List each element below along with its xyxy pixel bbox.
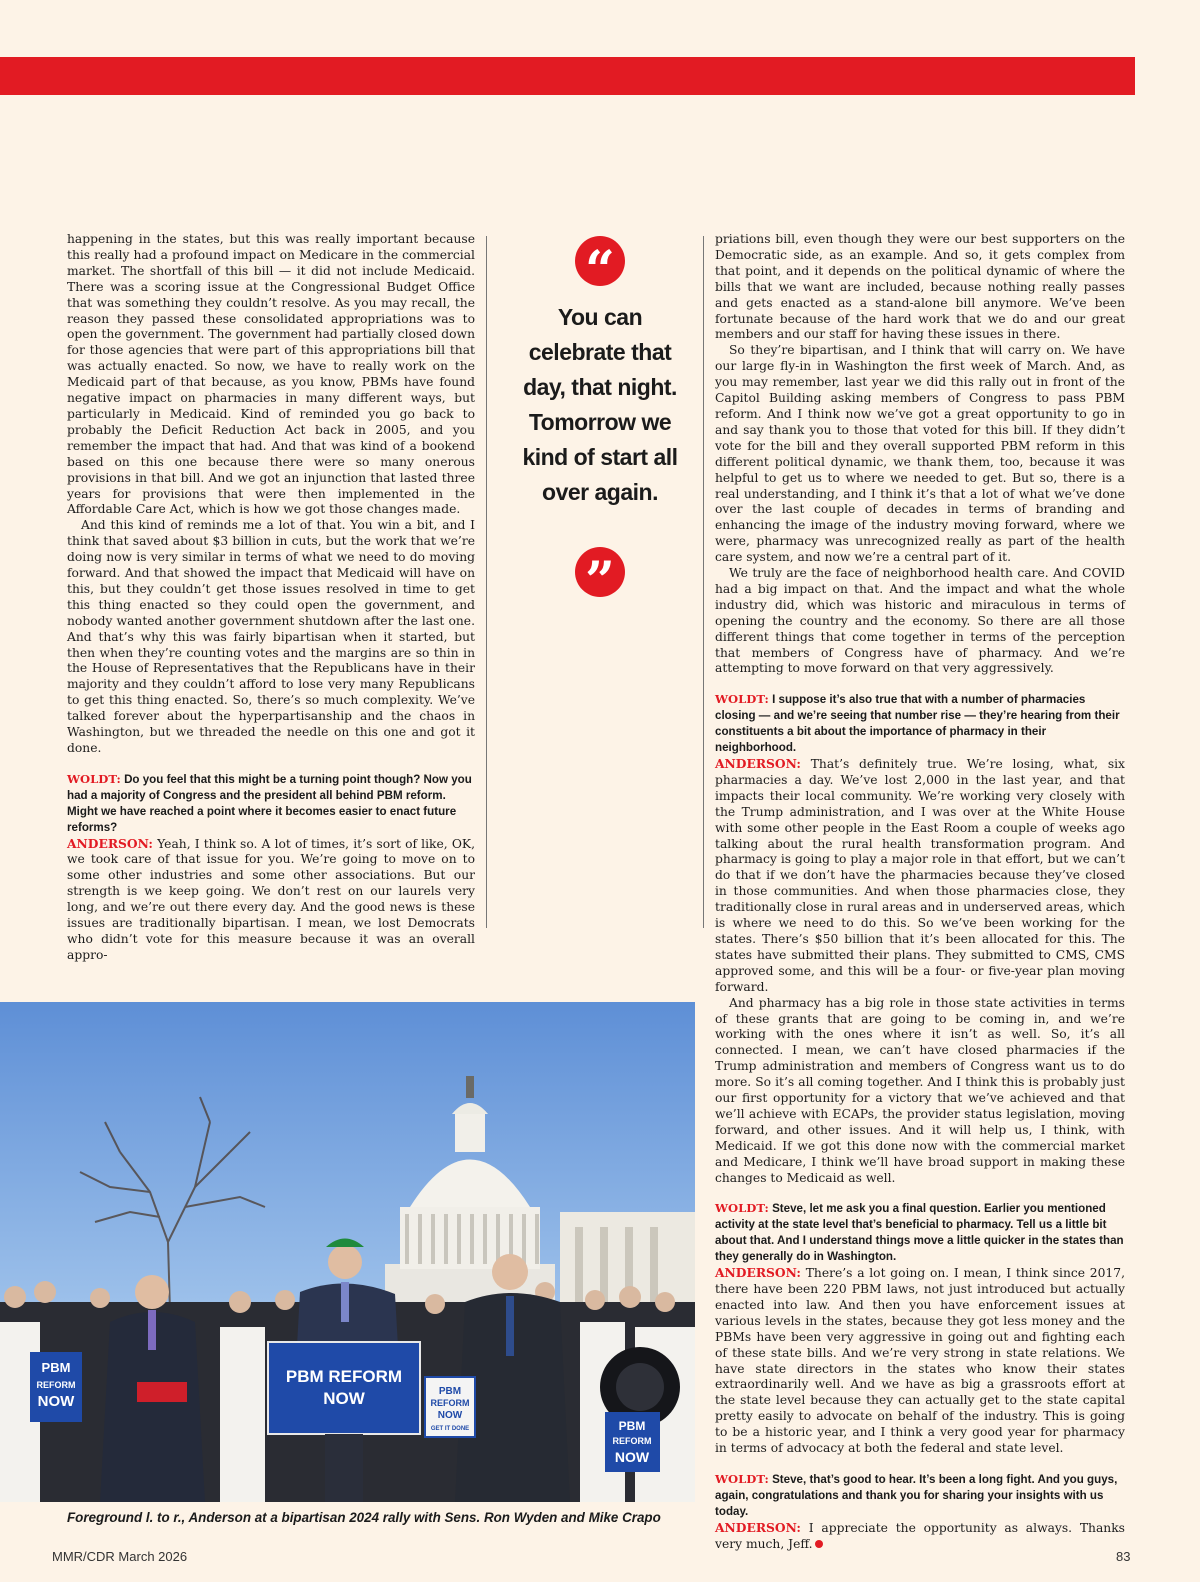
speaker-anderson: ANDERSON:: [715, 1519, 801, 1535]
rally-photo: [0, 1002, 695, 1502]
left-sign-line-2: REFORM: [36, 1380, 76, 1390]
right-sign-line-3: NOW: [614, 1449, 650, 1465]
body-paragraph: happening in the states, but this was really important because this really had a profound impact on Medicare in the commercial market. The shortfall of this bill — it did not include Medicaid. There was a scoring issue at the Congressional Budget Office that was something they couldn’t resolve. As you may recall, the reason they passed these consolidated appropriations was to open the government. The government had partially closed down for those agencies that were part of this appropriations bill that was actually enacted. So now, we have to really work on the Medicaid part of that because, as you know, PBMs have found negative impact on pharmacies in many different ways, but particularly in Medicaid. Kind of reminded you go back to probably the Deficit Reduction Act back in 2005, and you remember the impact that had. And that was kind of a bookend based on this one because there were so many onerous provisions in that bill. And we got an injunction that lasted three years for provisions that were then implemented in the Affordable Care Act, which is how we got those changes made.: [67, 232, 476, 517]
right-sign: [605, 1412, 660, 1472]
podium-sign-line-2: NOW: [323, 1389, 365, 1408]
question-text: Steve, let me ask you a final question. Earlier you mentioned activity at the state level that’s beneficial to pharmacy. Tell us a little bit about that. And I understand things move a little quicker in the states than they generally do in Washington.: [715, 1202, 1124, 1264]
publication-footer: MMR/CDR March 2026: [52, 1549, 188, 1564]
speaker-anderson: ANDERSON:: [715, 1265, 801, 1281]
interview-answer: [67, 836, 475, 964]
speaker-woldt: WOLDT:: [715, 1201, 769, 1216]
end-mark-icon: [815, 1540, 823, 1548]
right-sign-line-1: PBM: [618, 1419, 646, 1433]
center-sign-line-3: NOW: [437, 1410, 463, 1421]
question-text: Do you feel that this might be a turning point though? Now you had a majority of Congress and the president all behind PBM reform. Might we have reached a point where it becomes easier to enact future reforms?: [67, 772, 472, 834]
right-sign-line-2: REFORM: [612, 1436, 652, 1446]
center-sign-line-2: REFORM: [430, 1398, 470, 1408]
close-quote-icon: ”: [575, 547, 625, 597]
left-sign-line-1: PBM: [41, 1360, 71, 1375]
interview-answer: [715, 756, 1125, 996]
open-quote-icon: “: [575, 236, 625, 286]
column-rule-right: [703, 236, 704, 928]
center-sign: [425, 1377, 475, 1437]
speaker-anderson: ANDERSON:: [67, 835, 153, 851]
podium-sign-line-1: PBM REFORM: [285, 1367, 403, 1386]
interview-question: [715, 1472, 1125, 1520]
speaker-woldt: WOLDT:: [715, 1471, 769, 1486]
pull-quote: You can celebrate that day, that night. Tomorrow we kind of start all over again.: [522, 304, 678, 505]
left-sign: [30, 1352, 82, 1422]
answer-text: That’s definitely true. We’re losing, what, six pharmacies a day. We’ve lost 2,000 in the last year, and that impacts their local community. We’re working very closely with the Trump administration, and I was over at the White House with some other people in the East Room a couple of weeks ago talking about the rural health transformation program. And pharmacy is going to play a major role in that effort, but we can’t do that if we don’t have the pharmacies because they’ve closed in those communities. And when those pharmacies close, they traditionally close in rural areas and in underserved areas, which is where we need to do this. So we’ve been working for the states. There’s $50 billion that it’s been allocated for this. The states have submitted their plans. They submitted to CMS, CMS approved some, and this will be a four- or five-year plan moving forward.: [715, 757, 1125, 994]
red-header-band: [0, 57, 1135, 95]
answer-text: Yeah, I think so. A lot of times, it’s sort of like, OK, we took care of that issue for you. We’re going to move on to some other industries and some other associations. But our strength is we keep going. We don’t rest on our laurels very long, and we’re out there every day. And the good news is these issues are traditionally bipartisan. I mean, we lost Democrats who didn’t vote for this measure because it was an overall appro-: [67, 836, 475, 962]
interview-question: [715, 1201, 1125, 1265]
interview-answer: [715, 1265, 1125, 1457]
page-number: 83: [1116, 1549, 1131, 1564]
column-rule-left: [486, 236, 487, 928]
interview-question: [715, 692, 1125, 756]
center-sign-line-4: GET IT DONE: [430, 1426, 470, 1432]
right-column: [715, 232, 1125, 1553]
body-paragraph: And this kind of reminds me a lot of that. You win a bit, and I think that saved about $3 billion in cuts, but the work that we’re doing now is very similar in terms of what we need to do moving forward. And that showed the impact that Medicaid will have on this, but they couldn’t get those issues resolved in time to get this thing enacted so they could open the government, and nobody wanted another government shutdown after the last one. And that’s why this was fairly bipartisan when it started, but then when they’re counting votes and the margins are so thin in the House of Representatives that the Republicans have in their majority and they couldn’t afford to lose very many Republicans to get this thing enacted. So, there’s so much complexity. We’ve talked forever about the hyperpartisanship and the chaos in Washington, but we threaded the needle on this one and got it done.: [67, 518, 475, 755]
speaker-woldt: WOLDT:: [715, 692, 769, 707]
center-sign-line-1: PBM: [438, 1386, 462, 1397]
left-column: [67, 232, 475, 964]
interview-question: [67, 772, 475, 836]
body-paragraph: And pharmacy has a big role in those state activities in terms of these grants that are going to be coming in, and we’re working with the ones where it isn’t as well. So, it’s all connected. I mean, we can’t have closed pharmacies if the Trump administration and members of Congress want us to do more. So it’s all coming together. And I think this is probably just our first opportunity for a victory that we’ve achieved and that we’ll achieve with ECAPs, the provider status legislation, moving forward, and other issues. And it will help us, I think, with Medicaid. If we got this done now with the commercial market and Medicare, I think we’ll have broad support in making these changes to Medicaid as well.: [715, 995, 1125, 1185]
interview-answer: [715, 1520, 1125, 1553]
speaker-woldt: WOLDT:: [67, 771, 121, 786]
body-paragraph: So they’re bipartisan, and I think that will carry on. We have our large fly-in in Washington the first week of March. And, as you may remember, last year we did this rally out in front of the Capitol Building asking members of Congress to pass PBM reform. And I think now we’ve got a great opportunity to go in and say thank you to those that voted for this bill. If they didn’t vote for the bill and they overall supported PBM reform in this different political dynamic, we thank them, too, because it was helpful to get us to where we needed to get. But so, there is a real understanding, and I think it’s that a lot of what we’ve done over the last couple of decades in terms of branding and enhancing the image of the industry moving forward, where we were, pharmacy was unrecognized really as part of the health care system, and now we’re a central part of it.: [715, 343, 1125, 565]
left-sign-line-3: NOW: [37, 1393, 75, 1410]
question-text: I suppose it’s also true that with a number of pharmacies closing — and we’re seeing that number rise — they’re hearing from their constituents a bit about the importance of pharmacy in their neighborhood.: [715, 693, 1120, 755]
body-paragraph: We truly are the face of neighborhood health care. And COVID had a big impact on that. And the impact and what the whole industry did, which was historic and miraculous in terms of opening the country and the economy. So there are all those different things that come together in terms of the perception that members of Congress have of pharmacy. And we’re attempting to move forward on that very aggressively.: [715, 566, 1125, 676]
answer-text: I appreciate the opportunity as always. Thanks very much, Jeff.: [715, 1520, 1125, 1551]
answer-text: There’s a lot going on. I mean, I think since 2017, there have been 220 PBM laws, not just introduced but actually enacted into law. And then you have enforcement issues at various levels in the states, because they got less money and the PBMs have been very aggressive in going out and fighting each of these state bills. And we’re very strong in state relations. We have state directors in the states who know their states extraordinarily well. And we have as big a grassroots effort at the state level because they can actually get to the state capital pretty easily to advocate on behalf of the industry. This is going to be a historic year, and I think a very good year for pharmacy in terms of advocacy at both the federal and state level.: [715, 1266, 1125, 1456]
photo-caption: Foreground l. to r., Anderson at a bipartisan 2024 rally with Sens. Ron Wyden and Mike Crapo: [67, 1510, 661, 1525]
question-text: Steve, that’s good to hear. It’s been a long fight. And you guys, again, congratulations and thank you for sharing your insights with us today.: [715, 1472, 1118, 1518]
speaker-anderson: ANDERSON:: [715, 756, 801, 771]
body-paragraph: priations bill, even though they were our best supporters on the Democratic side, as an example. And so, it gets complex from that point, and it depends on the political dynamic of where the bills that we want are included, because nothing really passes and gets enacted as a stand-alone bill anymore. We’ve been fortunate because of the hard work that we do and our great members and our staff for having these issues in there.: [715, 232, 1125, 342]
